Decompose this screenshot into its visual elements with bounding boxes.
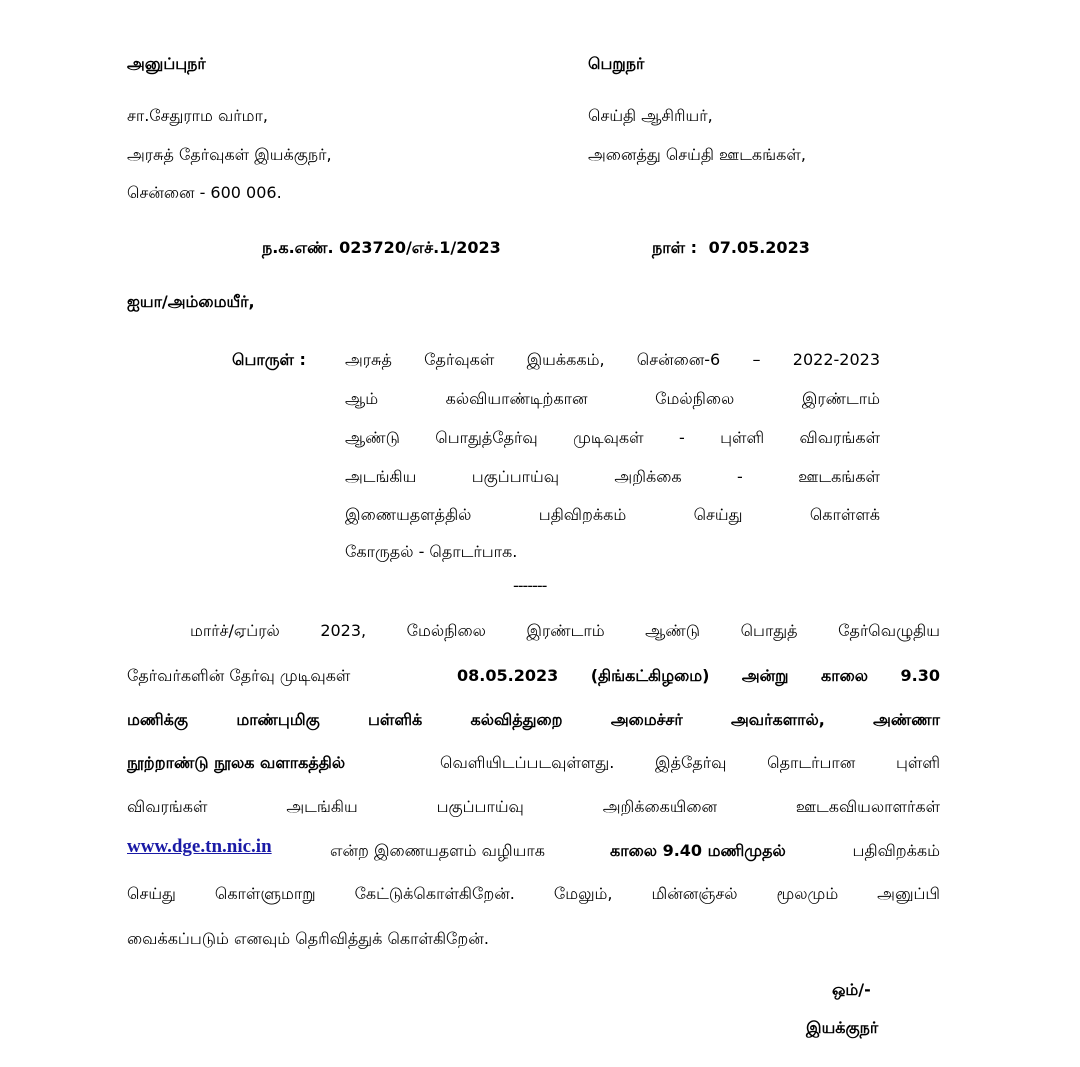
subject-line: கோருதல் - தொடர்பாக.: [345, 542, 518, 561]
body-line: விவரங்கள் அடங்கிய பகுப்பாய்வு அறிக்கையினை ஊடகவியலாளர்கள்: [127, 797, 940, 816]
signature-title: இயக்குநர்: [806, 1018, 879, 1037]
website-link[interactable]: www.dge.tn.nic.in: [127, 836, 272, 857]
recipient-org: அனைத்து செய்தி ஊடகங்கள்,: [588, 145, 806, 164]
body-line: மணிக்கு மாண்புமிகு பள்ளிக் கல்வித்துறை அமைச்சர் அவர்களால், அண்ணா: [127, 710, 940, 729]
venue-name: நூற்றாண்டு நூலக வளாகத்தில்: [127, 753, 346, 772]
body-line: வெளியிடப்படவுள்ளது. இத்தேர்வு தொடர்பான புள்ளி: [440, 753, 940, 772]
subject-line: ஆம் கல்வியாண்டிற்கான மேல்நிலை இரண்டாம்: [345, 389, 880, 408]
body-line: தேர்வர்களின் தேர்வு முடிவுகள்: [127, 666, 351, 685]
reference-number: ந.க.எண். 023720/எச்.1/2023: [262, 238, 501, 257]
subject-line: அரசுத் தேர்வுகள் இயக்ககம், சென்னை-6 – 2022-2023: [345, 350, 880, 369]
sender-heading: அனுப்புநர்: [127, 54, 206, 73]
body-line: மார்ச்/ஏப்ரல் 2023, மேல்நிலை இரண்டாம் ஆண்டு பொதுத் தேர்வெழுதிய: [190, 621, 940, 640]
body-line: பதிவிறக்கம்: [852, 841, 940, 860]
body-line: என்ற இணையதளம் வழியாக: [330, 841, 545, 860]
body-line: செய்து கொள்ளுமாறு கேட்டுக்கொள்கிறேன். மேலும், மின்னஞ்சல் மூலமும் அனுப்பி: [127, 884, 940, 903]
body-line: வைக்கப்படும் எனவும் தெரிவித்துக் கொள்கிறேன்.: [127, 929, 489, 948]
salutation: ஐயா/அம்மையீர்,: [127, 292, 255, 311]
recipient-designation: செய்தி ஆசிரியர்,: [588, 106, 713, 125]
subject-divider: -------: [513, 576, 547, 595]
reference-date: [652, 238, 810, 259]
subject-line: ஆண்டு பொதுத்தேர்வு முடிவுகள் - புள்ளி விவரங்கள்: [345, 428, 880, 447]
sender-address: சென்னை - 600 006.: [127, 183, 282, 202]
download-time: காலை 9.40 மணிமுதல்: [610, 841, 786, 860]
date-label: நாள் :: [652, 238, 698, 257]
signature-signed: ஒம்/-: [832, 980, 871, 999]
sender-designation: அரசுத் தேர்வுகள் இயக்குநர்,: [127, 145, 332, 164]
subject-label: பொருள் :: [232, 350, 306, 369]
subject-line: இணையதளத்தில் பதிவிறக்கம் செய்து கொள்ளக்: [345, 505, 880, 524]
results-date-time: 08.05.2023 (திங்கட்கிழமை) அன்று காலை 9.30: [457, 666, 940, 685]
date-value: 07.05.2023: [708, 238, 810, 257]
subject-line: அடங்கிய பகுப்பாய்வு அறிக்கை - ஊடகங்கள்: [345, 467, 880, 486]
recipient-heading: பெறுநர்: [588, 54, 645, 73]
sender-name: சா.சேதுராம வர்மா,: [127, 106, 268, 125]
